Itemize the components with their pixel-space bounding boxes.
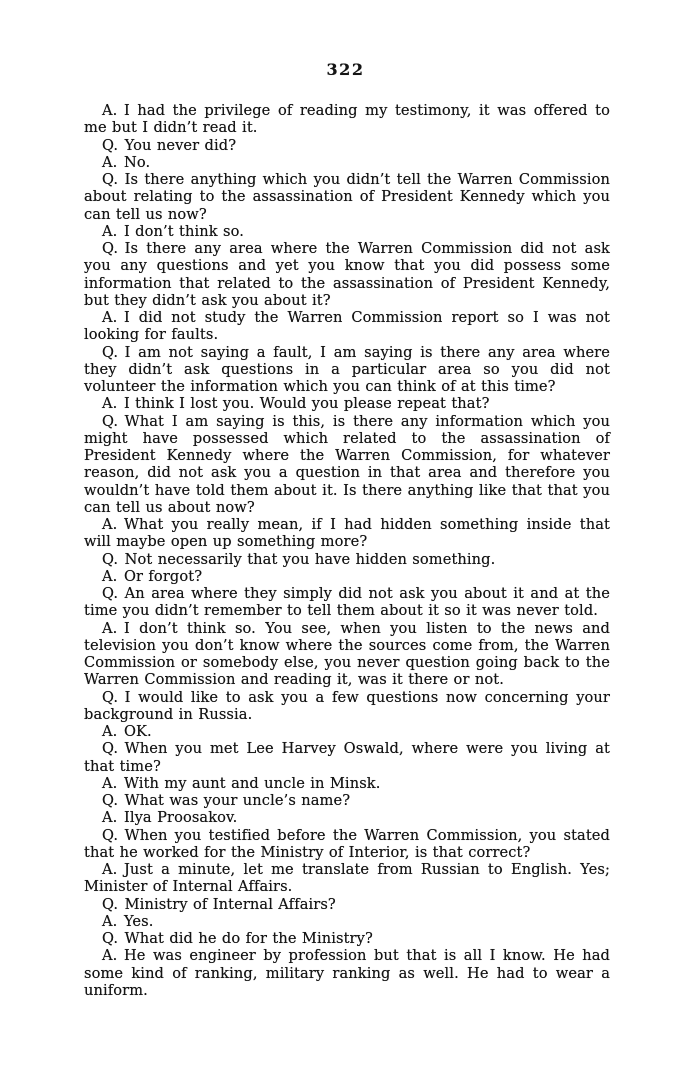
transcript-paragraph	[84, 620, 610, 689]
speaker-label: A.	[102, 723, 118, 740]
transcript-paragraph	[84, 896, 610, 913]
transcript-paragraph	[84, 585, 610, 620]
paragraph-text: Just a minute, let me translate from Russian to English. Yes; Minister of Internal Affairs.	[84, 861, 610, 896]
speaker-label: A.	[102, 102, 118, 119]
paragraph-text: OK.	[123, 723, 152, 740]
speaker-label: A.	[102, 395, 118, 413]
speaker-label: Q.	[102, 585, 119, 602]
transcript-paragraph	[84, 102, 610, 137]
paragraph-text: I don’t think so.	[123, 222, 244, 240]
speaker-label: A.	[102, 774, 118, 792]
transcript-paragraph	[84, 413, 610, 517]
paragraph-text: What did he do for the Ministry?	[124, 930, 373, 947]
paragraph-text: No.	[123, 153, 151, 171]
speaker-label: Q.	[102, 930, 119, 947]
speaker-label: Q.	[102, 826, 119, 844]
paragraph-text: Ilya Proosakov.	[123, 809, 238, 827]
transcript-paragraph	[84, 154, 610, 171]
paragraph-text: I think I lost you. Would you please repeat that?	[123, 395, 490, 413]
speaker-label: Q.	[102, 412, 119, 430]
speaker-label: A.	[102, 153, 118, 171]
transcript-paragraph	[84, 171, 610, 223]
speaker-label: A.	[102, 912, 118, 930]
paragraph-text: He was engineer by profession but that is all I know. He had some kind of ranking, military ranking as well. He had to wear a uniform.	[84, 947, 610, 999]
transcript-paragraph	[84, 913, 610, 930]
transcript-paragraph	[84, 137, 610, 154]
transcript-paragraph	[84, 551, 610, 568]
speaker-label: A.	[102, 222, 118, 240]
paragraph-text: When you met Lee Harvey Oswald, where were you living at that time?	[84, 740, 610, 775]
transcript-paragraph	[84, 568, 610, 585]
transcript-paragraph	[84, 930, 610, 947]
speaker-label: Q.	[102, 895, 119, 913]
paragraph-text: Yes.	[123, 912, 154, 930]
paragraph-text: I am not saying a fault, I am saying is there any area where they didn’t ask questions in a particular area so you did not volunteer the information which you can think of at this time?	[84, 343, 610, 395]
speaker-label: Q.	[102, 688, 119, 706]
transcript-paragraph	[84, 223, 610, 240]
paragraph-text: With my aunt and uncle in Minsk.	[123, 774, 381, 792]
paragraph-text: I had the privilege of reading my testimony, it was offered to me but I didn’t read it.	[84, 102, 610, 137]
testimony-transcript	[84, 102, 610, 999]
speaker-label: A.	[102, 516, 118, 533]
speaker-label: Q.	[102, 550, 119, 568]
page-number: 322	[326, 60, 365, 79]
transcript-paragraph	[84, 723, 610, 740]
speaker-label: A.	[102, 861, 118, 878]
speaker-label: A.	[102, 947, 118, 965]
speaker-label: Q.	[102, 792, 119, 809]
transcript-paragraph	[84, 516, 610, 551]
transcript-paragraph	[84, 792, 610, 809]
transcript-paragraph	[84, 344, 610, 396]
speaker-label: A.	[102, 567, 118, 585]
speaker-label: Q.	[102, 171, 119, 188]
speaker-label: Q.	[102, 240, 119, 257]
transcript-paragraph	[84, 947, 610, 999]
transcript-paragraph	[84, 240, 610, 309]
speaker-label: Q.	[102, 343, 119, 361]
speaker-label: A.	[102, 809, 118, 827]
paragraph-text: What was your uncle’s name?	[124, 792, 351, 809]
transcript-paragraph	[84, 689, 610, 724]
transcript-paragraph	[84, 740, 610, 775]
paragraph-text: When you testified before the Warren Commission, you stated that he worked for the Ministry of Interior, is that correct?	[84, 826, 610, 861]
paragraph-text: Is there any area where the Warren Commission did not ask you any questions and yet you know that you did possess some information that related to the assassination of President Kennedy, but they didn’t ask you about it?	[84, 240, 610, 309]
transcript-paragraph	[84, 395, 610, 412]
paragraph-text: What I am saying is this, is there any information which you might have possessed which related to the assassination of President Kennedy where the Warren Commission, for whatever reason, did not ask you a question in that area and therefore you wouldn’t have told them about it. Is there anything like that that you can tell us about now?	[84, 412, 610, 516]
paragraph-text: I would like to ask you a few questions now concerning your background in Russia.	[84, 688, 610, 723]
paragraph-text: What you really mean, if I had hidden something inside that will maybe open up something more?	[84, 516, 610, 551]
paragraph-text: You never did?	[124, 136, 237, 154]
transcript-paragraph	[84, 775, 610, 792]
paragraph-text: Is there anything which you didn’t tell the Warren Commission about relating to the assassination of President Kennedy which you can tell us now?	[84, 171, 610, 223]
transcript-paragraph	[84, 861, 610, 896]
speaker-label: A.	[102, 619, 118, 637]
transcript-paragraph	[84, 309, 610, 344]
paragraph-text: Or forgot?	[123, 567, 203, 585]
speaker-label: Q.	[102, 740, 119, 758]
transcript-paragraph	[84, 827, 610, 862]
speaker-label: A.	[102, 309, 118, 326]
paragraph-text: Not necessarily that you have hidden something.	[124, 550, 496, 568]
paragraph-text: An area where they simply did not ask you about it and at the time you didn’t remember to tell them about it so it was never told.	[84, 585, 610, 620]
speaker-label: Q.	[102, 136, 119, 154]
paragraph-text: I don’t think so. You see, when you listen to the news and television you don’t know where the sources come from, the Warren Commission or somebody else, you never question going back to the Warren Commission and reading it, was it there or not.	[84, 619, 610, 689]
paragraph-text: I did not study the Warren Commission report so I was not looking for faults.	[84, 309, 610, 344]
paragraph-text: Ministry of Internal Affairs?	[124, 895, 336, 913]
transcript-paragraph	[84, 809, 610, 826]
